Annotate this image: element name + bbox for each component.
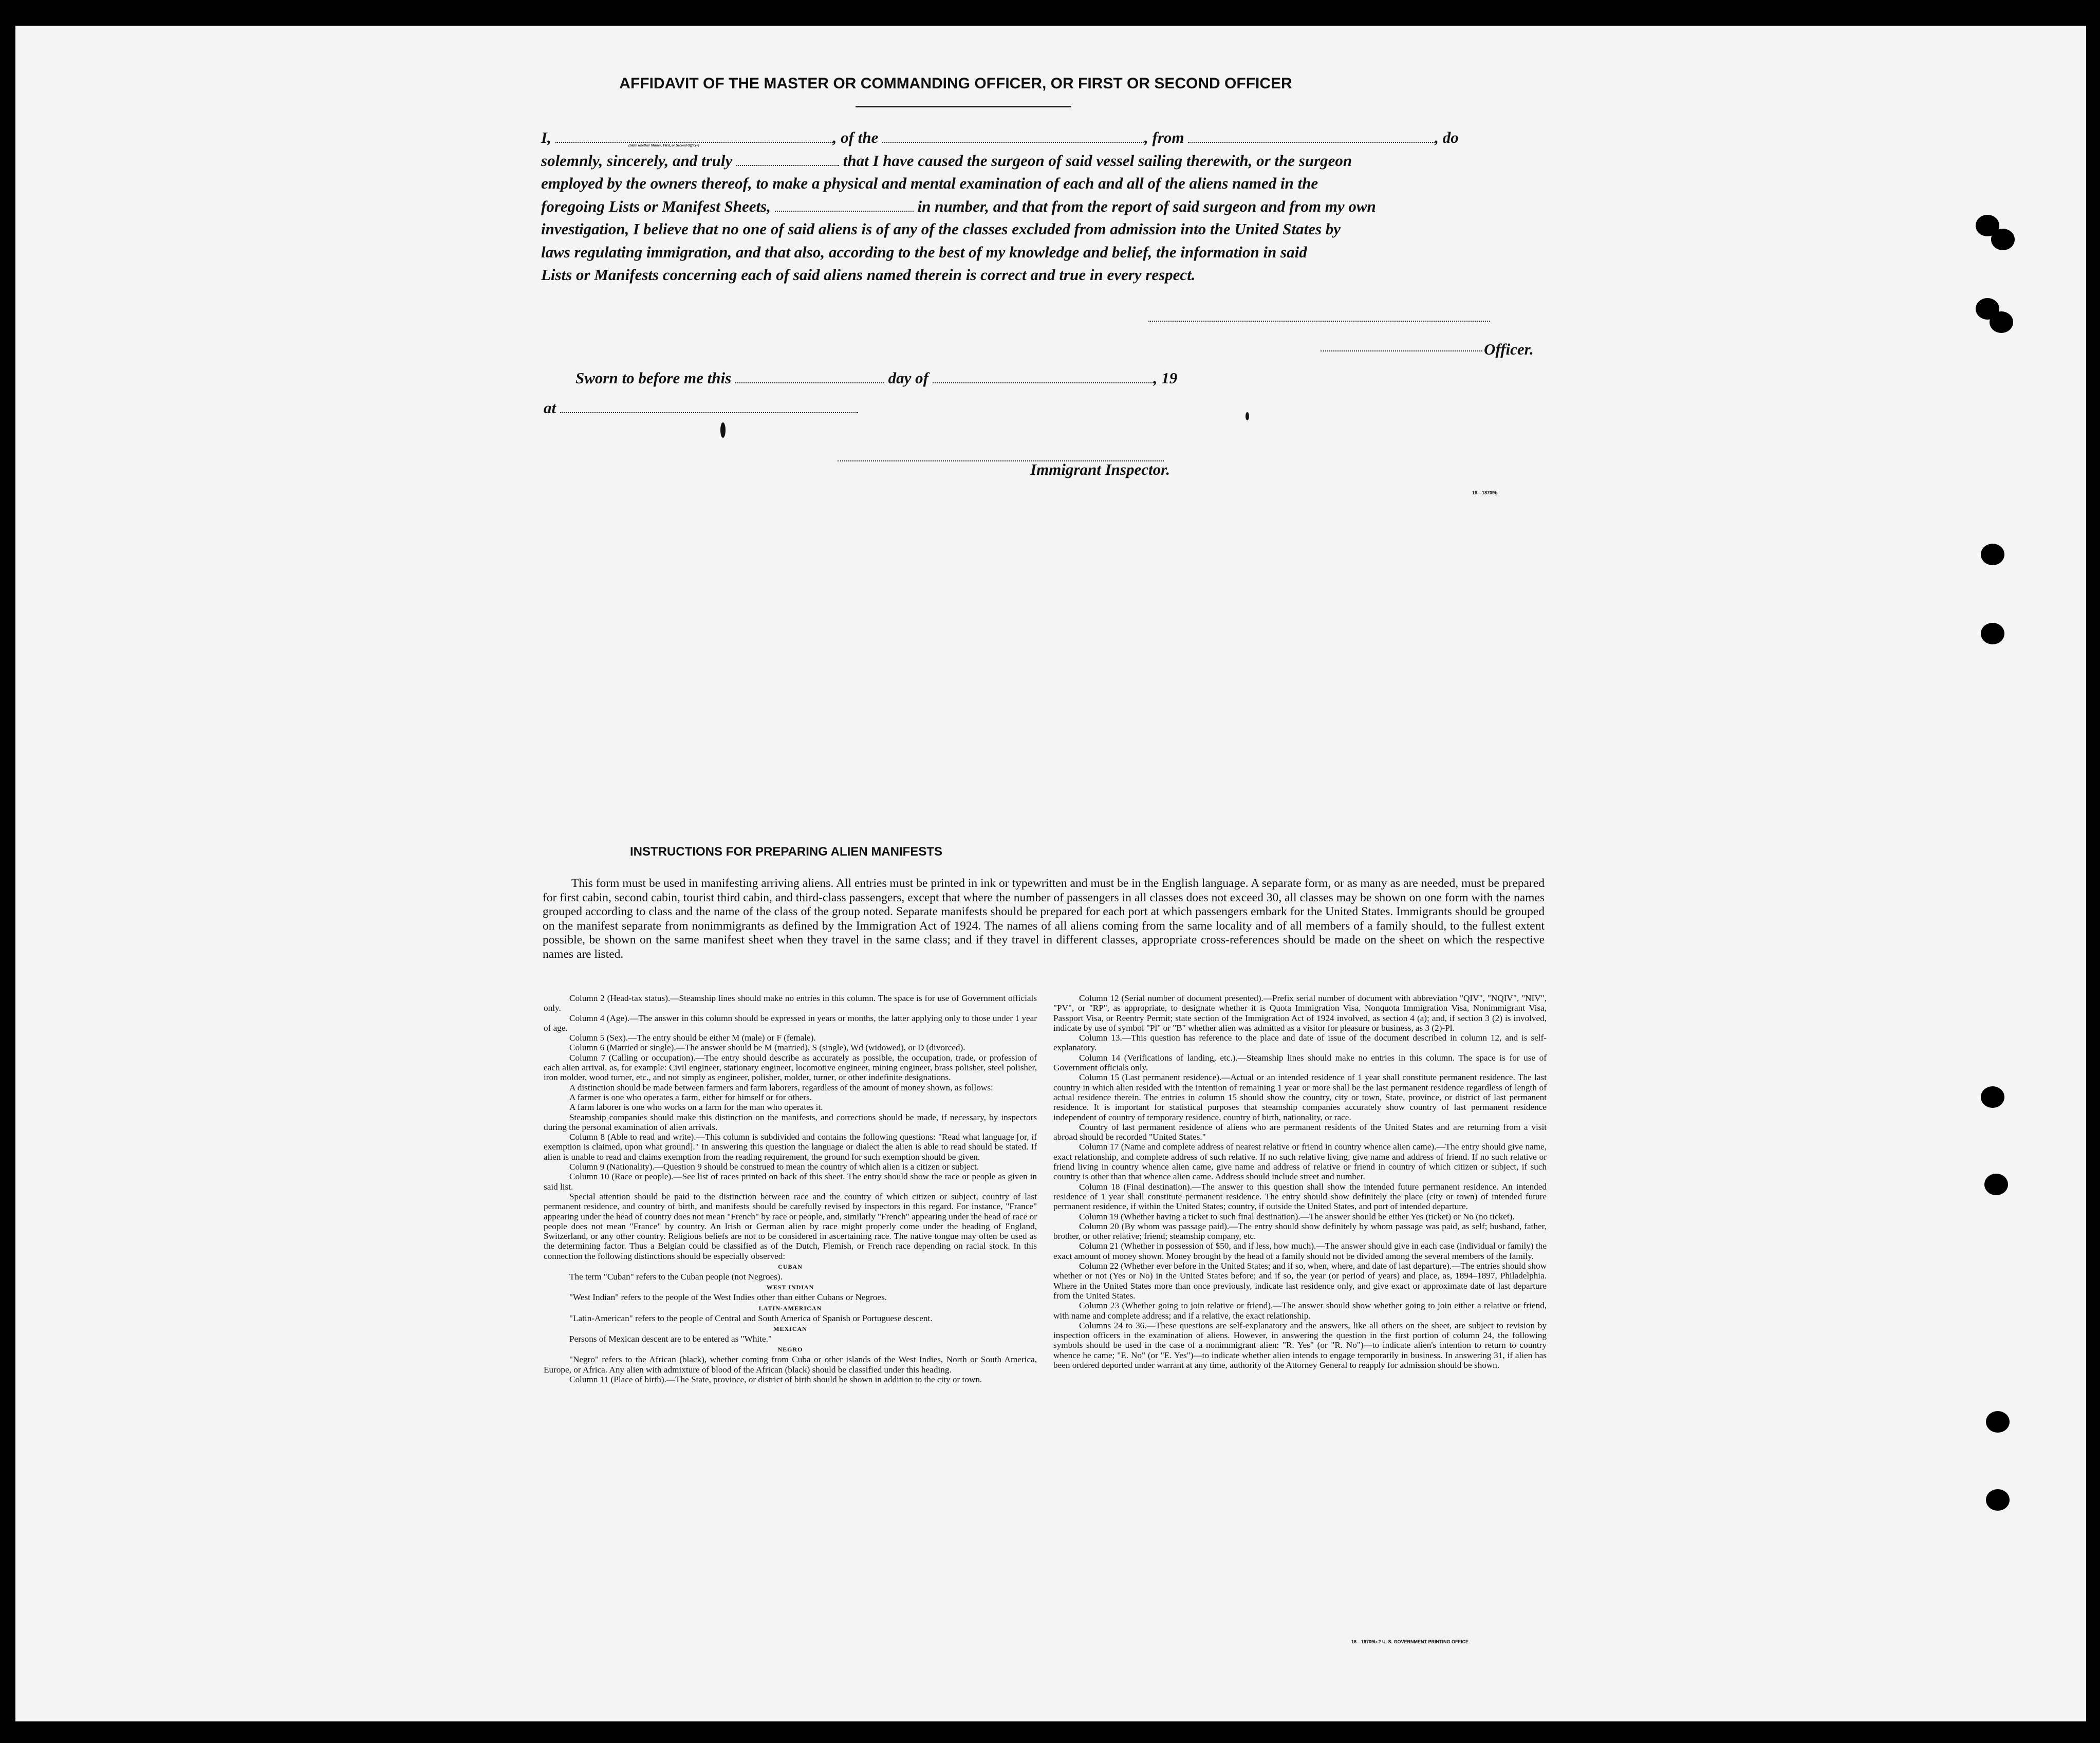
swear-or-affirm-field[interactable]: [736, 164, 839, 166]
left-col-para: Column 6 (Married or single).—The answer should be M (married), S (single), Wd (widowed), or D (divorced).: [569, 1043, 965, 1053]
affidavit-text-line4a: foregoing Lists or Manifest Sheets,: [541, 197, 771, 215]
right-col-para: Column 23 (Whether going to join relative or friend).—The answer should show whether going to join either a relative or friend, with name and complete address; and if a relative, the exact relationship.: [1053, 1301, 1547, 1321]
punch-hole: [1991, 229, 2015, 250]
affidavit-text-solemnly: solemnly, sincerely, and truly: [541, 151, 733, 170]
punch-hole: [1984, 1174, 2008, 1195]
right-col-para: Columns 24 to 36.—These questions are self-explanatory and the answers, like all others on the sheet, are subject to revision by inspection officers in the examination of aliens. However, in answering the question in the first portion of column 24, the following symbols should be used in the case of a nonimmigrant alien: "R. Yes" (or "R. No")—to indicate alien's intention to return to country whence he came; "E. No" (or "E. Yes")—to indicate whether alien intends to engage temporarily in business. In answering 31, if alien has been ordered deported under warrant at any time, authority of the Attorney General to reapply for admission should be shown.: [1053, 1320, 1547, 1370]
right-col-para: Column 20 (By whom was passage paid).—The entry should show definitely by whom passage was paid, as self; husband, father, brother, or other relative; friend; steamship company, etc.: [1053, 1221, 1547, 1241]
punch-hole: [1986, 1489, 2010, 1511]
at-line: [544, 397, 858, 420]
race-heading-negro: NEGRO: [777, 1346, 803, 1353]
year-text: , 19: [1153, 369, 1178, 387]
race-text-latin-american: "Latin-American" refers to the people of Central and South America of Spanish or Portuguese descent.: [569, 1313, 933, 1323]
left-col-para: Column 7 (Calling or occupation).—The entry should describe as accurately as possible, the occupation, trade, or profession of each alien arrival, as, for example: Civil engineer, stationary engineer, locomotive engineer, mining engineer, brass polisher, steel polisher, iron molder, wood turner, etc., and not simply as engineer, polisher, molder, turner, or other indefinite designations.: [544, 1052, 1037, 1083]
day-of-text: day of: [888, 369, 928, 387]
race-heading-cuban: CUBAN: [778, 1263, 803, 1271]
punch-hole: [1990, 311, 2013, 333]
affidavit-text-of-the: , of the: [832, 128, 879, 146]
affidavit-line-4: [541, 195, 1543, 218]
right-col-para: Column 19 (Whether having a ticket to such final destination).—The answer should be either Yes (ticket) or No (no ticket).: [1079, 1211, 1515, 1221]
instructions-footer-code: 16—18709b-2 U. S. GOVERNMENT PRINTING OFFICE: [1351, 1639, 1469, 1644]
vessel-name-field[interactable]: [882, 141, 1144, 143]
sworn-day-field[interactable]: [735, 382, 884, 383]
right-col-para: Column 18 (Final destination).—The answer to this question shall show the intended future permanent residence. An intended residence of 1 year shall constitute permanent residence. The entry should show definitely the place (city or town) of intended future permanent residence, if within the United States; country, if outside the United States, and port of intended departure.: [1053, 1181, 1547, 1212]
left-col-para: Column 4 (Age).—The answer in this column should be expressed in years or months, the latter applying only to those under 1 year of age.: [544, 1013, 1037, 1033]
race-text-mexican: Persons of Mexican descent are to be entered as "White.": [569, 1333, 772, 1344]
at-text: at: [544, 399, 556, 417]
race-text-cuban: The term "Cuban" refers to the Cuban people (not Negroes).: [569, 1272, 783, 1282]
instructions-left-column: [544, 993, 1037, 1384]
affidavit-line-6: laws regulating immigration, and that also, according to the best of my knowledge and belief, the information in said: [541, 243, 1307, 261]
officer-label: Officer.: [1484, 340, 1534, 358]
document-page: [15, 26, 2086, 1721]
affidavit-text-do: , do: [1435, 128, 1459, 146]
race-text-west-indian: "West Indian" refers to the people of the West Indies other than either Cubans or Negroes.: [569, 1292, 887, 1303]
ink-spot: [720, 422, 726, 438]
right-col-para: Column 12 (Serial number of document presented).—Prefix serial number of document with abbreviation "QIV", "NQIV", "NIV", "PV", or "RP", as appropriate, to designate whether it is Quota Immigration Visa, Nonquota Immigration Visa, Nonimmigrant Visa, Passport Visa, or Reentry Permit; state section of the Immigration Act of 1924 involved, as section 4 (a); and, if section 3 (2) is involved, indicate by use of symbol "Pl" or "B" whether alien was admitted as a visitor for pleasure or business, as 3 (2)-Pl.: [1053, 993, 1547, 1033]
instructions-intro: This form must be used in manifesting arriving aliens. All entries must be printed in ink or typewritten and must be in the English language. A separate form, or as many as are needed, must be prepared for first cabin, second cabin, tourist third cabin, and third-class passengers, except that where the number of passengers in all classes does not exceed 30, all classes may be shown on one form with the names grouped according to class and the name of the class of the group noted. Separate manifests should be prepared for each port at which passengers embark for the United States. Immigrants should be grouped on the manifest separate from nonimmigrants as defined by the Immigration Act of 1924. The names of all aliens coming from the same locality and of all members of a family should, to the fullest extent possible, be shown on the same manifest sheet when they travel in the same class; and if they travel in different classes, appropriate cross-references should be made on the sheet on which the respective names are listed.: [543, 877, 1545, 961]
right-col-para: Column 22 (Whether ever before in the United States; and if so, when, where, and date of last departure).—The entries should show whether or not (Yes or No) in the United States before; and if so, the year (or period of years) and place, as, 1894–1897, Philadelphia. Where in the United States more than once previously, indicate last residence only, and give exact or approximate date of last departure from the United States.: [1053, 1261, 1547, 1301]
affidavit-title: AFFIDAVIT OF THE MASTER OR COMMANDING OFFICER, OR FIRST OR SECOND OFFICER: [619, 75, 1292, 92]
affidavit-form-code: 16—18709b: [1472, 490, 1498, 495]
right-col-para: Column 14 (Verifications of landing, etc.).—Steamship lines should make no entries in this column. The space is for use of Government officials only.: [1053, 1052, 1547, 1073]
left-col-para: Column 10 (Race or people).—See list of races printed on back of this sheet. The entry should show the race or people as given in said list.: [544, 1172, 1037, 1192]
left-col-para: Steamship companies should make this distinction on the manifests, and corrections should be made, if necessary, by inspectors during the personal examination of alien arrivals.: [544, 1112, 1037, 1132]
right-col-para: Column 13.—This question has reference to the place and date of issue of the document described in column 12, and is self-explanatory.: [1053, 1033, 1547, 1053]
sworn-month-field[interactable]: [933, 382, 1154, 383]
right-col-para: Column 17 (Name and complete address of nearest relative or friend in country whence alien came).—The entry should give name, exact relationship, and complete address of such relative. If no such relative living, give name and address of friend. If no such relative or friend living in country whence alien came, give name and address of relative or friend in country of which citizen or subject, if such country is other than that whence alien came. Address should include street and number.: [1053, 1142, 1547, 1182]
left-col-para: Column 2 (Head-tax status).—Steamship lines should make no entries in this column. The space is for use of Government officials only.: [544, 993, 1037, 1013]
sworn-line: [575, 367, 1177, 390]
punch-hole: [1986, 1411, 2010, 1433]
state-rank-note: (State whether Master, First, or Second Officer): [628, 143, 699, 147]
punch-hole: [1981, 544, 2004, 565]
instructions-title: INSTRUCTIONS FOR PREPARING ALIEN MANIFESTS: [629, 845, 942, 859]
title-underline: [856, 106, 1071, 107]
ink-spot: [1246, 412, 1249, 420]
affidavit-line-7: Lists or Manifests concerning each of said aliens named therein is correct and true in every respect.: [541, 266, 1196, 284]
left-col-last-para: Column 11 (Place of birth).—The State, province, or district of birth should be shown in addition to the city or town.: [569, 1374, 982, 1384]
right-col-para: Column 21 (Whether in possession of $50, and if less, how much).—The answer should give in each case (individual or family) the exact amount of money shown. Money brought by the head of a family should not be divided among the several members of the family.: [1053, 1241, 1547, 1261]
instructions-right-column: [1053, 993, 1547, 1370]
sheet-count-field[interactable]: [775, 210, 914, 212]
affidavit-text-line4b: in number, and that from the report of said surgeon and from my own: [917, 197, 1376, 215]
race-heading-west-indian: WEST INDIAN: [766, 1284, 814, 1291]
race-text-negro: "Negro" refers to the African (black), whether coming from Cuba or other islands of the West Indies, North or South America, Europe, or Africa. Any alien with admixture of blood of the African (black) should be classified under this heading.: [544, 1355, 1037, 1375]
affidavit-line-5: investigation, I believe that no one of said aliens is of any of the classes excluded from admission into the United States by: [541, 220, 1341, 238]
inspector-label: Immigrant Inspector.: [1030, 460, 1170, 478]
affidavit-line-3: employed by the owners thereof, to make a physical and mental examination of each and all of the aliens named in the: [541, 174, 1318, 192]
sworn-text: Sworn to before me this: [575, 369, 732, 387]
left-col-para: A farm laborer is one who works on a farm for the man who operates it.: [569, 1102, 823, 1112]
race-heading-latin-american: LATIN-AMERICAN: [758, 1304, 822, 1312]
affidavit-text-from: , from: [1144, 128, 1184, 146]
sworn-place-field[interactable]: [560, 412, 858, 413]
left-col-para: Special attention should be paid to the distinction between race and the country of which citizen or subject, country of last permanent residence, and country of birth, and manifests should be carefully revised by inspectors in this regard. For instance, "France" appearing under the head of country does not mean "French" by race or people, and, similarly "French" appearing under the head of race or people does not mean "France" by country. An Irish or German alien by race might properly come under the heading of England, Switzerland, or any other country. Religious beliefs are not to be considered in ascertaining race. The native tongue may often be used as the determining factor. Thus a Belgian could be classified as of the Dutch, Flemish, or French race depending on racial stock. In this connection the following distinctions should be especially observed:: [544, 1191, 1037, 1261]
race-heading-mexican: MEXICAN: [773, 1325, 807, 1332]
right-col-para: Column 15 (Last permanent residence).—Actual or an intended residence of 1 year shall constitute permanent residence. The last country in which alien resided with the intention of remaining 1 year or more shall be the last permanent residence regardless of length of actual residence therein. The entries in column 15 should show the country, city or town, State, province, or district of last permanent residence. It is important for statistical purposes that steamship companies accurately show country of last permanent residence independent of country of temporary residence, country of birth, nationality, or race.: [1053, 1072, 1547, 1122]
affidavit-text-i: I,: [541, 128, 551, 146]
affidavit-line-2: [541, 143, 1543, 173]
left-col-para: Column 9 (Nationality).—Question 9 should be construed to mean the country of which alien is a citizen or subject.: [569, 1162, 979, 1172]
officer-signature-line[interactable]: [1148, 321, 1490, 322]
left-col-para: Column 5 (Sex).—The entry should be either M (male) or F (female).: [569, 1033, 816, 1043]
left-col-para: Column 8 (Able to read and write).—This column is subdivided and contains the following questions: "Read what language [or, if exemption is claimed, upon what ground]." In answering this question the language or dialect the alien is able to read should be stated. If alien is unable to read and claims exemption from the reading requirement, the ground for such exemption should be given.: [544, 1132, 1037, 1162]
left-col-para: A farmer is one who operates a farm, either for himself or for others.: [569, 1092, 812, 1102]
left-col-para: A distinction should be made between farmers and farm laborers, regardless of the amount of money shown, as follows:: [569, 1082, 993, 1092]
affidavit-text-rest1: that I have caused the surgeon of said vessel sailing therewith, or the surgeon: [843, 151, 1352, 170]
right-col-para: Country of last permanent residence of aliens who are permanent residents of the United States and are returning from a visit abroad should be recorded "United States.": [1053, 1122, 1547, 1142]
punch-hole: [1981, 1086, 2004, 1108]
punch-hole: [1981, 623, 2004, 644]
port-from-field[interactable]: [1188, 141, 1435, 143]
officer-title-line[interactable]: [1321, 350, 1482, 351]
affidavit-paragraph: [541, 126, 1543, 287]
